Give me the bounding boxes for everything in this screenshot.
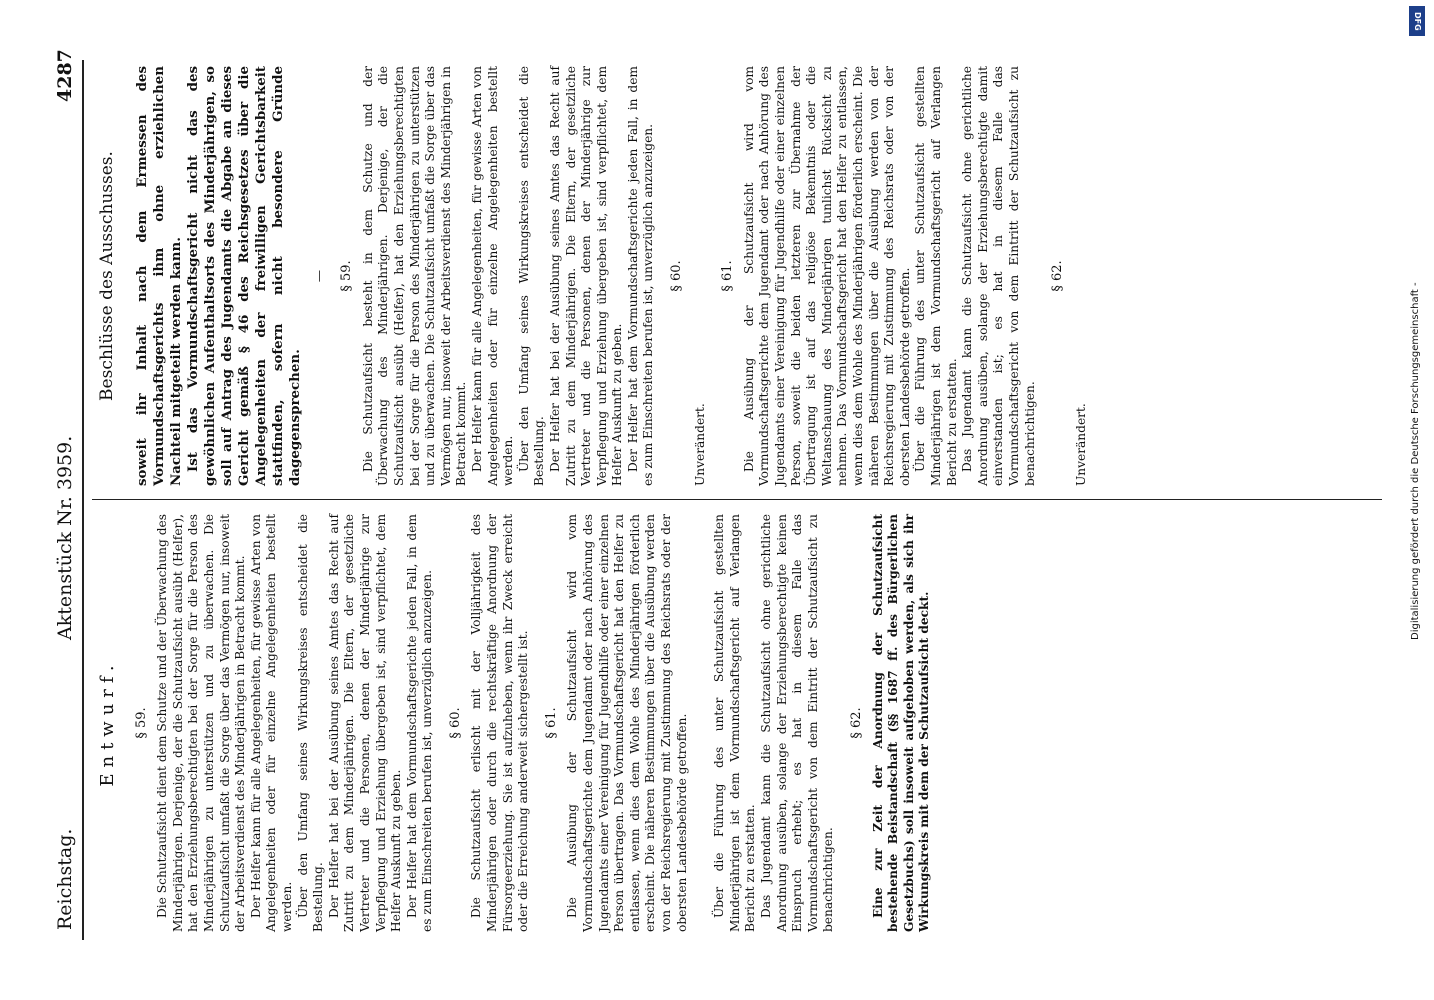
- left-section-62-title: § 62.: [848, 707, 864, 739]
- right-section-59-para: Der Helfer hat dem Vormundschaftsgerichte jeden Fall, in dem es zum Einschreiten berufen ist, unverzüglich anzuzeigen.: [625, 66, 656, 486]
- left-section-62-para: Eine zur Zeit der Anordnung der Schutzaufsicht bestehende Beistandschaft (§§ 1687 ff. des Bürgerlichen Gesetzbuchs) soll insoweit aufgehoben werden, als sich ihr Wirkungskreis mit dem der Schutzaufsicht deckt.: [870, 514, 932, 932]
- right-section-59-para: Über den Umfang seines Wirkungskreises entscheidet die Bestellung.: [516, 66, 547, 486]
- right-section-59-title: § 59.: [339, 260, 355, 292]
- left-section-59-para: Die Schutzaufsicht dient dem Schutze und der Überwachung des Minderjährigen. Derjenige, der die Schutzaufsicht ausübt (Helfer), hat den Erziehungsberechtigten bei der Sorge für die Person des Minderjährigen zu unterstützen und zu überwachen. Die Schutzaufsicht umfaßt die Sorge über das Vermögen nur, insoweit der Arbeitsverdienst des Minderjährigen in Betracht kommt.: [155, 514, 248, 932]
- left-section-59-para: Der Helfer hat dem Vormundschaftsgerichte jeden Fall, in dem es zum Einschreiten berufen ist, unverzüglich anzuzeigen.: [404, 514, 435, 932]
- right-column-heading: Beschlüsse des Ausschusses.: [97, 151, 117, 401]
- left-section-61-title: § 61.: [543, 707, 559, 739]
- right-section-61-para: Das Jugendamt kann die Schutzaufsicht ohne gerichtliche Anordnung ausüben, solange der Erziehungsberechtigte damit einverstanden ist; es hat in diesem Falle das Vormundschaftsgericht von dem Eintritt der Schutzaufsicht zu benachrichtigen.: [960, 66, 1037, 486]
- column-divider: [92, 499, 1382, 500]
- left-section-61-para: Das Jugendamt kann die Schutzaufsicht ohne gerichtliche Anordnung ausüben, solange der Erziehungsberechtigte keinen Einspruch erhebt; es hat in diesem Falle das Vormundschaftsgericht von dem Eintritt der Schutzaufsicht zu benachrichtigen.: [758, 514, 836, 932]
- separator-dash: —: [311, 269, 326, 283]
- left-section-59-para: Der Helfer hat bei der Ausübung seines Amtes das Recht auf Zutritt zu dem Minderjährigen. Die Eltern, der gesetzliche Vertreter und die Personen, denen der Minderjährige zur Verpflegung und Erziehung übergeben ist, sind verpflichtet, dem Helfer Auskunft zu geben.: [326, 514, 404, 932]
- right-section-59-para: Die Schutzaufsicht besteht in dem Schutze und der Überwachung des Minderjährigen. Derjenige, der die Schutzaufsicht ausübt (Helfer), hat den Erziehungsberechtigten bei der Sorge für die Person des Minderjährigen zu unterstützen und zu überwachen. Die Schutzaufsicht umfaßt die Sorge über das Vermögen nur, insoweit der Arbeitsverdienst des Minderjährigen in Betracht kommt.: [360, 66, 469, 486]
- header-left: Reichstag.: [54, 828, 76, 930]
- right-section-61-title: § 61.: [720, 260, 736, 292]
- left-section-60-para: Die Schutzaufsicht erlischt mit der Volljährigkeit des Minderjährigen oder durch die rechtskräftige Anordnung der Fürsorgeerziehung. Sie ist aufzuheben, wenn ihr Zweck erreicht oder die Erreichung anderweit sichergestellt ist.: [469, 514, 531, 932]
- left-section-59-title: § 59.: [133, 707, 149, 739]
- left-section-60-title: § 60.: [447, 707, 463, 739]
- left-section-59-para: Der Helfer kann für alle Angelegenheiten, für gewisse Arten von Angelegenheiten oder für einzelne Angelegenheiten bestellt werden.: [248, 514, 294, 932]
- right-column: [97, 66, 1089, 486]
- left-section-59-para: Über den Umfang seines Wirkungskreises entscheidet die Bestellung.: [295, 514, 326, 932]
- left-section-61-para: Über die Führung des unter Schutzaufsicht gestellten Minderjährigen ist dem Vormundschaftsgericht auf Verlangen Bericht zu erstatten.: [712, 514, 758, 932]
- dfg-logo: DFG: [1409, 6, 1425, 36]
- left-column-heading: Entwurf.: [97, 659, 118, 787]
- right-intro-para: Ist das Vormundschaftsgericht nicht das des gewöhnlichen Aufenthaltsorts des Minderjährigen, so soll auf Antrag des Jugendamts die Abgabe an dieses Gericht gemäß § 46 des Reichsgesetzes über die Angelegenheiten der freiwilligen Gerichtsbarkeit stattfinden, sofern nicht besondere Gründe dagegensprechen.: [184, 66, 303, 486]
- right-section-59-para: Der Helfer hat bei der Ausübung seines Amtes das Recht auf Zutritt zu dem Minderjährigen. Die Eltern, der gesetzliche Vertreter und die Personen, denen der Minderjährige zur Verpflegung und Erziehung übergeben ist, sind verpflichtet, dem Helfer Auskunft zu geben.: [547, 66, 625, 486]
- digitization-credit: Digitalisierung gefördert durch die Deutsche Forschungsgemeinschaft -: [1410, 282, 1421, 640]
- right-section-62-title: § 62.: [1050, 260, 1066, 292]
- right-section-60-unchanged: Unverändert.: [692, 403, 707, 486]
- header-rule: [82, 60, 84, 940]
- page-number: 4287: [54, 49, 76, 102]
- right-section-61-para: Die Ausübung der Schutzaufsicht wird vom Vormundschaftsgerichte dem Jugendamt oder nach Anhörung des Jugendamts einer Vereinigung für Jugendhilfe oder einer einzelnen Person, soweit die beiden letzteren zur Übernahme der Übertragung ist auf das religiöse Bekenntnis oder die Weltanschauung des Minderjährigen tunlichst Rücksicht zu nehmen. Das Vormundschaftsgericht hat den Helfer zu entlassen, wenn dies dem Wohle des Minderjährigen förderlich erscheint. Die näheren Bestimmungen über die Ausübung werden von der Reichsregierung mit Zustimmung des Reichsrats oder von der obersten Landesbehörde getroffen.: [741, 66, 912, 486]
- right-section-61-para: Über die Führung des unter Schutzaufsicht gestellten Minderjährigen ist dem Vormundschaftsgericht auf Verlangen Bericht zu erstatten.: [913, 66, 959, 486]
- header-center: Aktenstück Nr. 3959.: [54, 435, 76, 640]
- digitization-credit-sidebar: [1400, 0, 1434, 1000]
- right-intro-para: soweit ihr Inhalt nach dem Ermessen des Vormundschaftsgerichts ihm ohne erziehlichen Nachteil mitgeteilt werden kann.: [133, 66, 184, 486]
- left-column: [97, 514, 933, 932]
- right-section-59-para: Der Helfer kann für alle Angelegenheiten, für gewisse Arten von Angelegenheiten oder für einzelne Angelegenheiten bestellt werden.: [469, 66, 516, 486]
- left-section-61-para: Die Ausübung der Schutzaufsicht wird vom Vormundschaftsgerichte dem Jugendamt oder nach Anhörung des Jugendamts einer Vereinigung für Jugendhilfe oder einer einzelnen Person übertragen. Das Vormundschaftsgericht hat den Helfer zu entlassen, wenn dies dem Wohle des Minderjährigen förderlich erscheint. Die näheren Bestimmungen über die Ausübung werden von der Reichsregierung mit Zustimmung des Reichsrats oder der obersten Landesbehörde getroffen.: [565, 514, 689, 932]
- right-section-62-unchanged: Unverändert.: [1073, 403, 1088, 486]
- right-section-60-title: § 60.: [669, 260, 685, 292]
